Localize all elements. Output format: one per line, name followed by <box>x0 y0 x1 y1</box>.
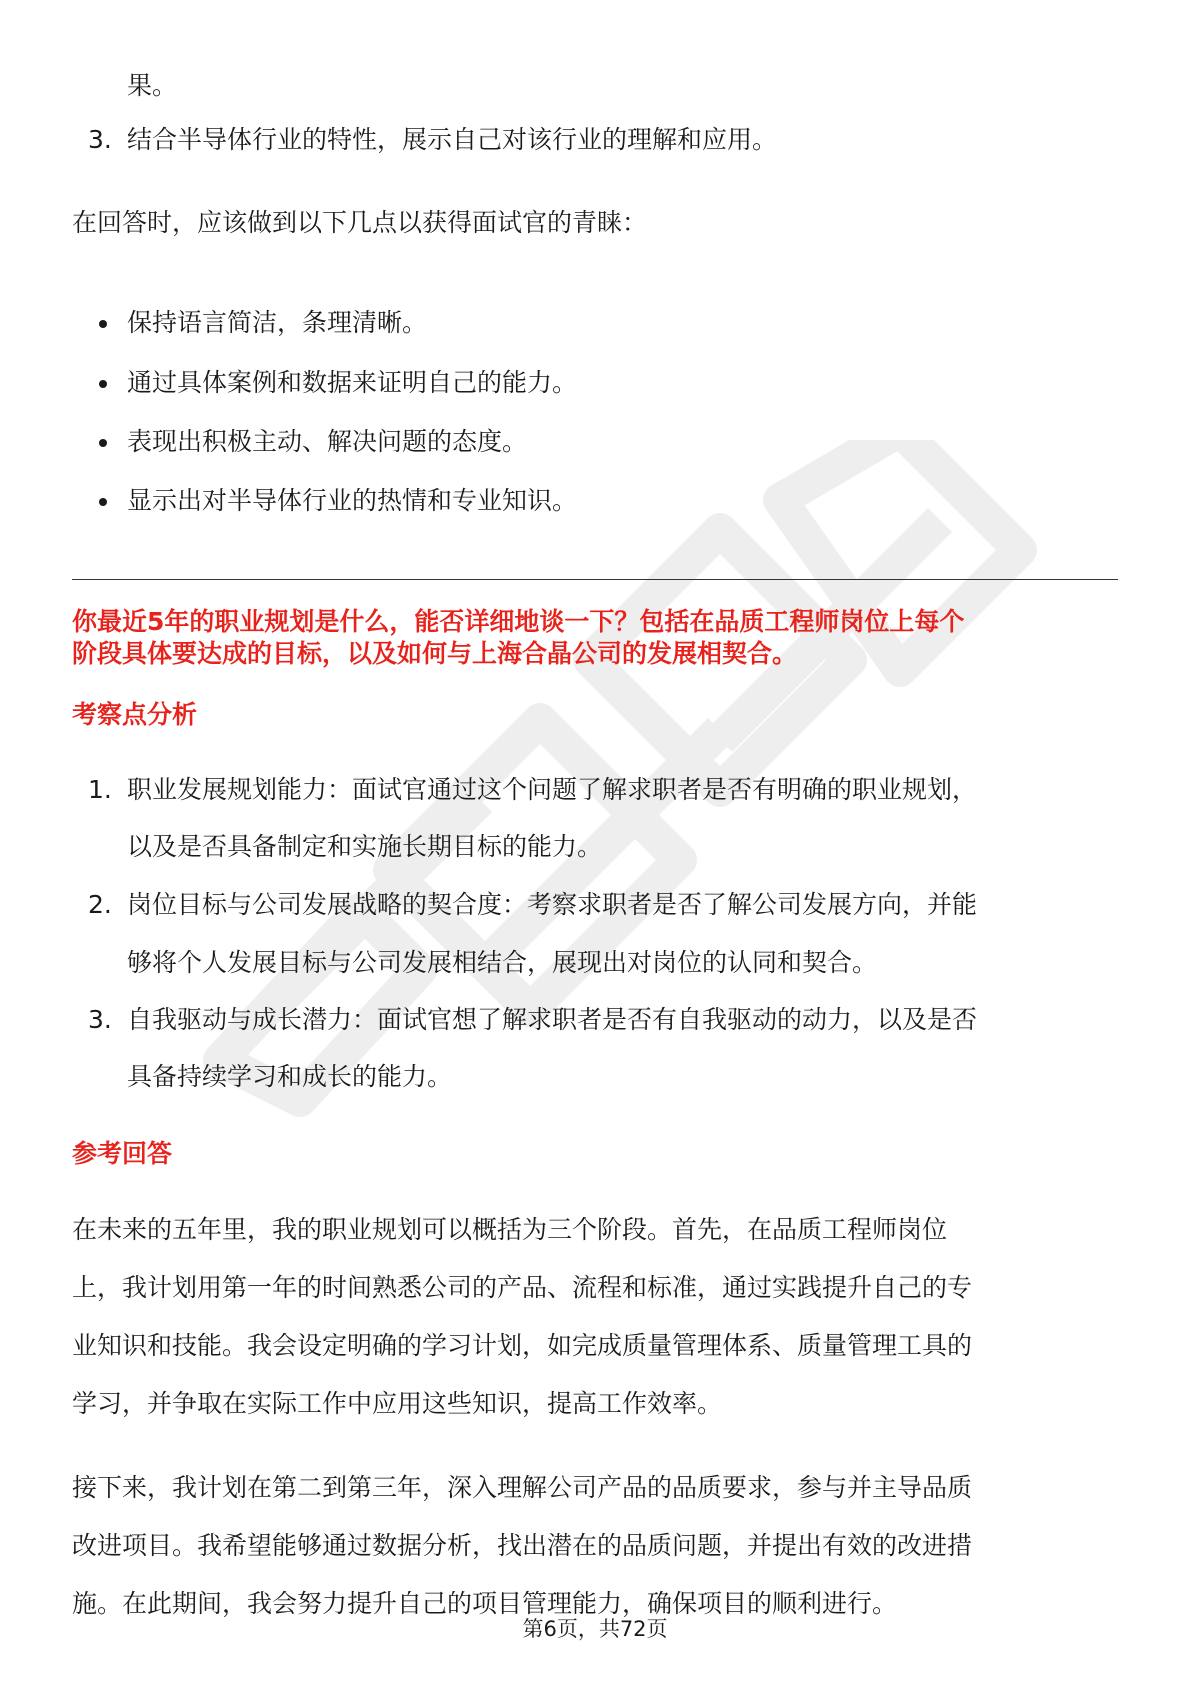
section-divider <box>72 579 1118 580</box>
intro-paragraph: 在回答时，应该做到以下几点以获得面试官的青睐： <box>72 208 648 237</box>
analysis-item-line: 以及是否具备制定和实施长期目标的能力。 <box>127 832 603 861</box>
answer-paragraph-line: 在未来的五年里，我的职业规划可以概括为三个阶段。首先，在品质工程师岗位 <box>72 1215 948 1244</box>
answer-paragraph-line: 业知识和技能。我会设定明确的学习计划，如完成质量管理体系、质量管理工具的 <box>72 1331 973 1360</box>
bullet-item: 通过具体案例和数据来证明自己的能力。 <box>127 368 578 397</box>
answer-paragraph-line: 上，我计划用第一年的时间熟悉公司的产品、流程和标准，通过实践提升自己的专 <box>72 1273 973 1302</box>
answer-paragraph-line: 学习，并争取在实际工作中应用这些知识，提高工作效率。 <box>72 1389 723 1418</box>
question-heading-line-1: 你最近5年的职业规划是什么，能否详细地谈一下？包括在品质工程师岗位上每个 <box>72 607 965 636</box>
list-item-text: 结合半导体行业的特性，展示自己对该行业的理解和应用。 <box>127 125 778 154</box>
analysis-heading: 考察点分析 <box>72 700 198 729</box>
list-marker: 1. <box>88 775 112 804</box>
list-marker: 3. <box>88 1005 112 1034</box>
list-marker: 3. <box>88 125 112 154</box>
bullet-dot <box>99 439 107 447</box>
continued-text: 果。 <box>127 71 178 100</box>
answer-paragraph-line: 施。在此期间，我会努力提升自己的项目管理能力，确保项目的顺利进行。 <box>72 1589 898 1618</box>
analysis-item-line: 职业发展规划能力：面试官通过这个问题了解求职者是否有明确的职业规划， <box>127 775 978 804</box>
bullet-item: 显示出对半导体行业的热情和专业知识。 <box>127 486 578 515</box>
page-number-footer: 第6页，共72页 <box>522 1617 668 1641</box>
bullet-dot <box>99 380 107 388</box>
question-heading-line-2: 阶段具体要达成的目标，以及如何与上海合晶公司的发展相契合。 <box>72 639 798 668</box>
bullet-item: 保持语言简洁，条理清晰。 <box>127 308 428 337</box>
list-marker: 2. <box>88 890 112 919</box>
bullet-item: 表现出积极主动、解决问题的态度。 <box>127 427 528 456</box>
answer-heading: 参考回答 <box>72 1139 173 1168</box>
answer-paragraph-line: 改进项目。我希望能够通过数据分析，找出潜在的品质问题，并提出有效的改进措 <box>72 1531 973 1560</box>
bullet-dot <box>99 498 107 506</box>
analysis-item-line: 岗位目标与公司发展战略的契合度：考察求职者是否了解公司发展方向，并能 <box>127 890 978 919</box>
analysis-item-line: 具备持续学习和成长的能力。 <box>127 1062 453 1091</box>
answer-paragraph-line: 接下来，我计划在第二到第三年，深入理解公司产品的品质要求，参与并主导品质 <box>72 1473 973 1502</box>
bullet-dot <box>99 320 107 328</box>
analysis-item-line: 够将个人发展目标与公司发展相结合，展现出对岗位的认同和契合。 <box>127 948 878 977</box>
analysis-item-line: 自我驱动与成长潜力：面试官想了解求职者是否有自我驱动的动力，以及是否 <box>127 1005 978 1034</box>
